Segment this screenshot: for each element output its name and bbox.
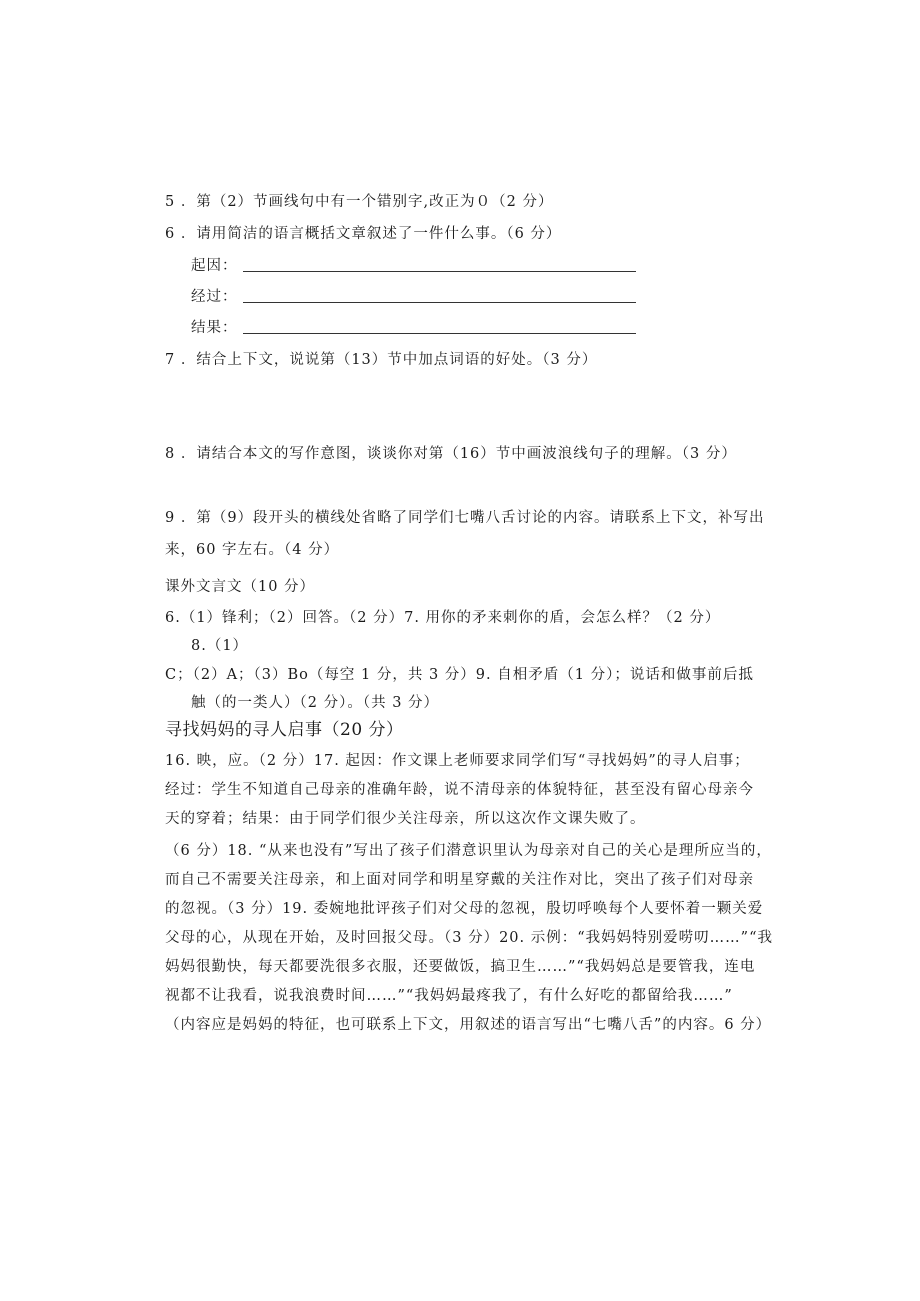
notice-answer-line: （内容应是妈妈的特征，也可联系上下文，用叙述的语言写出“七嘴八舌”的内容。6 分） — [165, 1017, 772, 1033]
q6-label-result: 结果： — [191, 320, 238, 336]
notice-answer-line: 16. 映，应。（2 分）17. 起因：作文课上老师要求同学们写“寻找妈妈”的寻人启事； — [165, 753, 750, 769]
question-9-line-2: 来，60 字左右。（4 分） — [165, 542, 340, 558]
q6-blank-cause[interactable] — [243, 271, 636, 272]
notice-answer-line: 父母的心，从现在开始，及时回报父母。（3 分）20. 示例：“我妈妈特别爱唠叨……”“我 — [165, 930, 773, 946]
classical-section-title: 课外文言文（10 分） — [165, 579, 316, 595]
q6-blank-process[interactable] — [243, 302, 636, 303]
classical-answer-line: 6.（1）锋利；（2）回答。（2 分）7. 用你的矛来刺你的盾，会怎么样？（2 分） — [165, 610, 721, 626]
notice-section-title: 寻找妈妈的寻人启事（20 分） — [165, 720, 404, 740]
classical-answer-line: 8.（1） — [191, 638, 249, 654]
notice-answer-line: 妈妈很勤快，每天都要洗很多衣服，还要做饭，搞卫生……”“我妈妈总是要管我，连电 — [165, 959, 756, 975]
question-7: 7 ．结合上下文，说说第（13）节中加点词语的好处。（3 分） — [165, 352, 598, 368]
notice-answer-line: （6 分）18. “从来也没有”写出了孩子们潜意识里认为母亲对自己的关心是理所应当的， — [165, 843, 772, 859]
question-5: 5 ．第（2）节画线句中有一个错别字,改正为０（2 分） — [165, 194, 554, 210]
question-6: 6 ．请用简洁的语言概括文章叙述了一件什么事。（6 分） — [165, 226, 562, 242]
notice-answer-line: 而自己不需要关注母亲，和上面对同学和明星穿戴的关注作对比，突出了孩子们对母亲 — [165, 872, 754, 888]
q6-label-process: 经过： — [191, 289, 238, 305]
question-9-line-1: 9 ．第（9）段开头的横线处省略了同学们七嘴八舌讨论的内容。请联系上下文，补写出 — [165, 510, 765, 526]
q6-label-cause: 起因： — [191, 258, 238, 274]
q6-blank-result[interactable] — [243, 333, 636, 334]
notice-answer-line: 经过：学生不知道自己母亲的准确年龄，说不清母亲的体貌特征，甚至没有留心母亲今 — [165, 782, 754, 798]
notice-answer-line: 视都不让我看，说我浪费时间……”“我妈妈最疼我了，有什么好吃的都留给我……” — [165, 988, 733, 1004]
classical-answer-line: C；（2）A；（3）Bo（每空 1 分，共 3 分）9. 自相矛盾（1 分）；说话和做事前后抵 — [165, 667, 754, 683]
question-8: 8 ．请结合本文的写作意图，谈谈你对第（16）节中画波浪线句子的理解。（3 分） — [165, 446, 737, 462]
classical-answer-line: 触（的一类人）（2 分）。（共 3 分） — [191, 695, 440, 711]
notice-answer-line: 天的穿着；结果：由于同学们很少关注母亲，所以这次作文课失败了。 — [165, 811, 646, 827]
notice-answer-line: 的忽视。（3 分）19. 委婉地批评孩子们对父母的忽视，殷切呼唤每个人要怀着一颗关爱 — [165, 901, 764, 917]
